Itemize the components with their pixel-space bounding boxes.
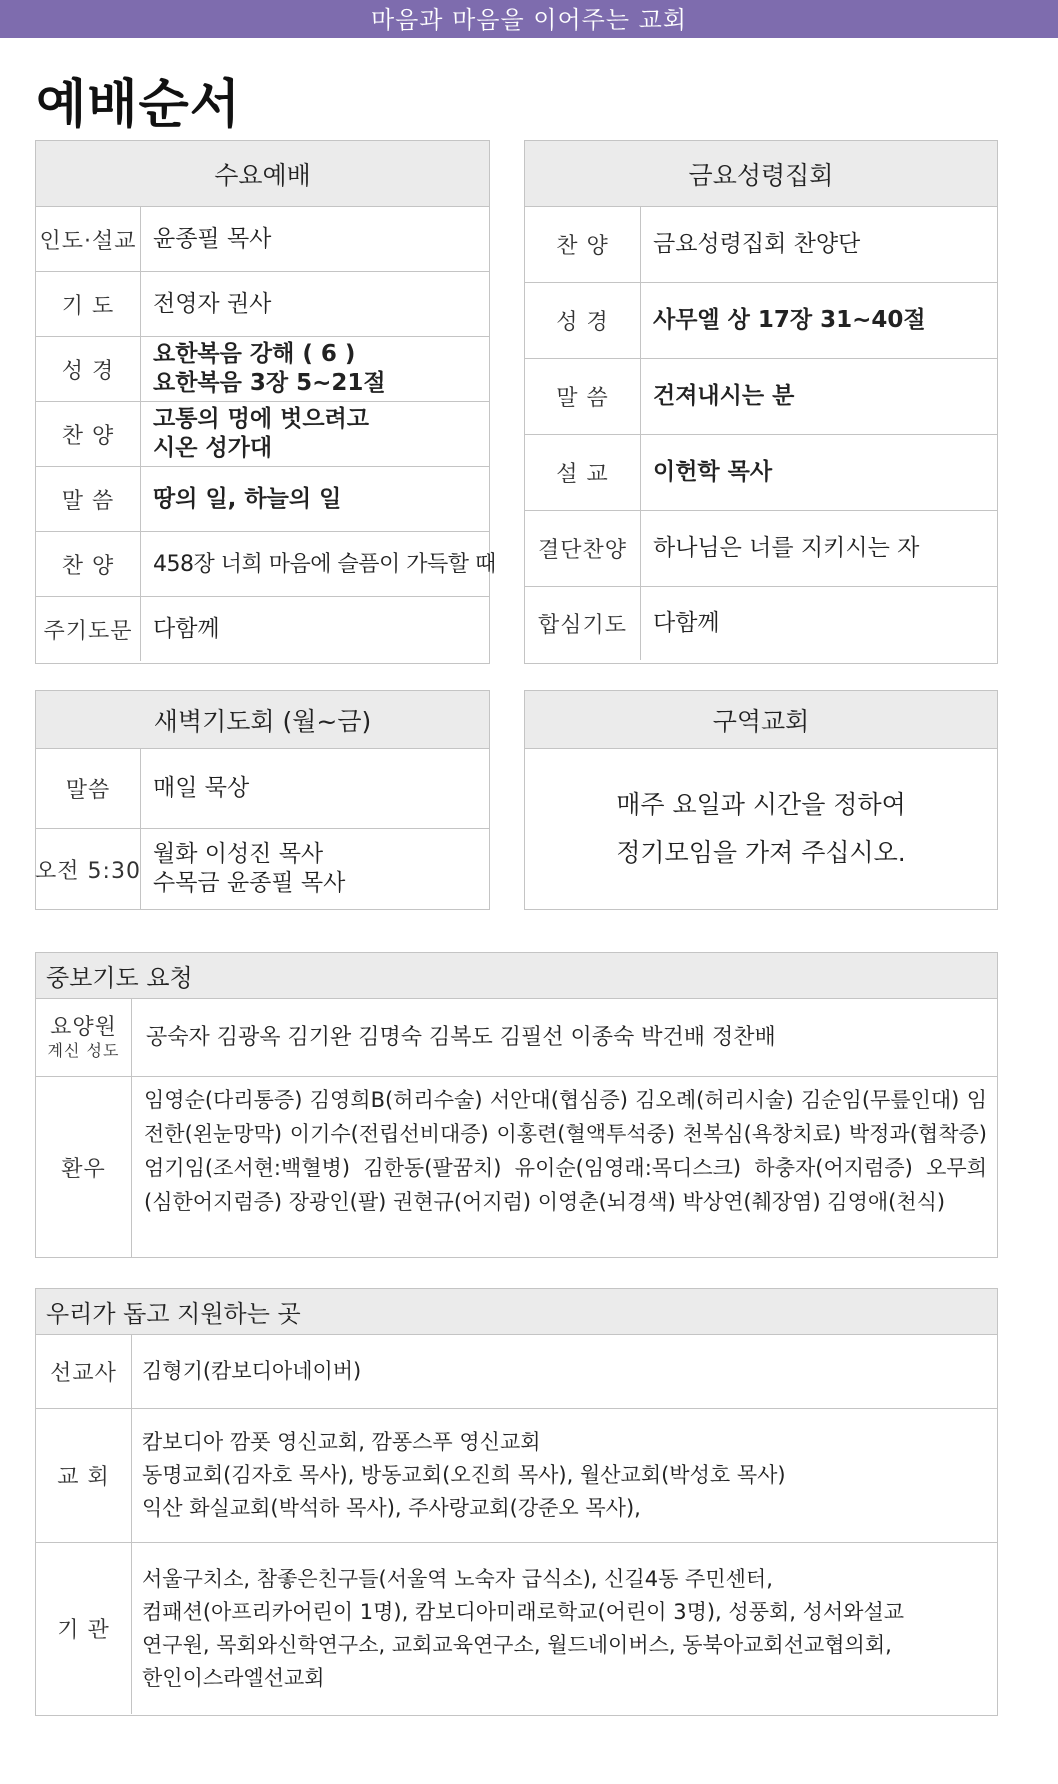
wednesday-row-line: 요한복음 강해 ( 6 ) — [153, 341, 356, 367]
friday-row-label: 찬 양 — [525, 207, 641, 282]
district-notice — [525, 749, 997, 909]
dawn-prayer-title: 새벽기도회 (월~금) — [36, 691, 489, 749]
wednesday-row-label: 말 씀 — [36, 467, 141, 531]
friday-row-label: 말 씀 — [525, 359, 641, 434]
wednesday-row-value — [141, 532, 496, 596]
friday-row-label: 성 경 — [525, 283, 641, 358]
support-row-line: 익산 화실교회(박석하 목사), 주사랑교회(강준오 목사), — [142, 1496, 641, 1520]
dawn-row-line: 월화 이성진 목사 — [153, 841, 324, 867]
support-row-label: 선교사 — [36, 1335, 132, 1408]
support-box — [35, 1288, 998, 1716]
friday-row-value — [641, 587, 720, 660]
support-row — [36, 1543, 997, 1714]
friday-row-value — [641, 359, 794, 434]
wednesday-row-label: 인도·설교 — [36, 207, 141, 271]
wednesday-row-line: 458장 너희 마음에 슬픔이 가득할 때 — [153, 551, 496, 577]
wednesday-row-value — [141, 337, 386, 401]
wednesday-row — [36, 597, 489, 661]
wednesday-row-line: 시온 성가대 — [153, 435, 273, 461]
wednesday-row — [36, 337, 489, 402]
district-notice-line: 매주 요일과 시간을 정하여 — [616, 790, 906, 819]
wednesday-row-label: 주기도문 — [36, 597, 141, 661]
support-row — [36, 1409, 997, 1543]
dawn-prayer-box — [35, 690, 490, 910]
friday-row-label: 설 교 — [525, 435, 641, 510]
wednesday-row-line: 다함께 — [153, 615, 220, 642]
friday-row-line: 이헌학 목사 — [653, 459, 773, 485]
prayer-label-main: 요양원 — [50, 1014, 117, 1040]
wednesday-row — [36, 402, 489, 467]
support-row-value — [132, 1409, 786, 1542]
prayer-row-nursing — [36, 999, 997, 1077]
wednesday-row-line: 땅의 일, 하늘의 일 — [153, 485, 342, 512]
prayer-label-patients: 환우 — [36, 1077, 132, 1257]
dawn-row-value — [141, 749, 249, 828]
wednesday-rows — [36, 207, 496, 661]
support-row-line: 서울구치소, 참좋은친구들(서울역 노숙자 급식소), 신길4동 주민센터, — [142, 1566, 773, 1591]
dawn-row-label: 말씀 — [36, 749, 141, 828]
wednesday-row-value — [141, 207, 271, 271]
page-title: 예배순서 — [36, 74, 241, 135]
friday-row-label: 결단찬양 — [525, 511, 641, 586]
wednesday-row-line: 전영자 권사 — [153, 290, 272, 317]
district-church-title: 구역교회 — [525, 691, 997, 749]
friday-row — [525, 283, 997, 359]
friday-row-line: 건져내시는 분 — [653, 383, 795, 409]
friday-row — [525, 207, 997, 283]
support-row-line: 김형기(캄보디아네이버) — [142, 1359, 362, 1383]
church-banner: 마음과 마음을 이어주는 교회 — [0, 0, 1058, 38]
wednesday-row-value — [141, 467, 341, 531]
support-row-line: 컴패션(아프리카어린이 1명), 캄보디아미래로학교(어린이 3명), 성풍회, 성서와설교 — [142, 1599, 905, 1624]
wednesday-row-label: 성 경 — [36, 337, 141, 401]
dawn-row — [36, 829, 489, 909]
prayer-request-title: 중보기도 요청 — [36, 953, 997, 999]
wednesday-row-label: 찬 양 — [36, 402, 141, 466]
prayer-nursing-names: 공숙자 김광옥 김기완 김명숙 김복도 김필선 이종숙 박건배 정찬배 — [146, 1025, 776, 1050]
district-church-box — [524, 690, 998, 910]
friday-service-box — [524, 140, 998, 664]
prayer-request-box — [35, 952, 998, 1258]
wednesday-row-value — [141, 272, 271, 336]
wednesday-row-value — [141, 402, 369, 466]
wednesday-service-title: 수요예배 — [36, 141, 489, 207]
wednesday-row-line: 요한복음 3장 5~21절 — [153, 370, 386, 396]
friday-row-value — [641, 283, 926, 358]
support-row-line: 동명교회(김자호 목사), 방동교회(오진희 목사), 월산교회(박성호 목사) — [142, 1463, 786, 1487]
wednesday-row — [36, 467, 489, 532]
dawn-row-line: 수목금 윤종필 목사 — [153, 870, 346, 896]
friday-row-line: 금요성령집회 찬양단 — [653, 231, 861, 257]
support-row-label: 기 관 — [36, 1543, 132, 1714]
friday-row — [525, 435, 997, 511]
friday-row-value — [641, 207, 860, 282]
friday-row-value — [641, 435, 772, 510]
friday-rows — [525, 207, 997, 660]
dawn-row — [36, 749, 489, 829]
wednesday-row — [36, 532, 496, 597]
support-row-value — [132, 1335, 361, 1408]
dawn-row-line: 매일 묵상 — [153, 775, 250, 801]
wednesday-row-label: 기 도 — [36, 272, 141, 336]
friday-row-line: 사무엘 상 17장 31~40절 — [653, 307, 926, 333]
dawn-row-label: 오전 5:30 — [36, 829, 141, 909]
support-row — [36, 1335, 997, 1409]
wednesday-service-box — [35, 140, 496, 664]
prayer-label-sub: 계신 성도 — [47, 1040, 120, 1060]
friday-row — [525, 587, 997, 660]
friday-row-line: 다함께 — [653, 610, 720, 636]
friday-row-value — [641, 511, 919, 586]
friday-row-label: 합심기도 — [525, 587, 641, 660]
wednesday-row-label: 찬 양 — [36, 532, 141, 596]
dawn-rows — [36, 749, 489, 909]
support-row-label: 교 회 — [36, 1409, 132, 1542]
support-row-line: 연구원, 목회와신학연구소, 교회교육연구소, 월드네이버스, 동북아교회선교협의회, — [142, 1632, 892, 1657]
prayer-row-patients — [36, 1077, 997, 1257]
support-row-value — [132, 1543, 904, 1714]
support-row-line: 캄보디아 깜폿 영신교회, 깜퐁스푸 영신교회 — [142, 1430, 541, 1454]
district-notice-line: 정기모임을 가져 주십시오. — [616, 838, 906, 867]
support-title: 우리가 돕고 지원하는 곳 — [36, 1289, 997, 1335]
prayer-patients-list: 임영순(다리통증) 김영희B(허리수술) 서안대(협심증) 김오례(허리시술) 김순임(무릎인대) 임전한(왼눈망막) 이기수(전립선비대증) 이홍련(혈액투석중) 천복심(욕창치료) 박정과(협착증) 엄기임(조서현:백혈병) 김한동(팔꿈치) 유이순(임영래:목디스크) 하충자(어지럼증) 오무희(심한어지럼증) 장광인(팔) 권현규(어지럼) 이영춘(뇌경색) 박상연(췌장염) 김영애(천식) — [144, 1088, 987, 1214]
support-rows — [36, 1335, 997, 1714]
wednesday-row-value — [141, 597, 220, 661]
wednesday-row — [36, 207, 489, 272]
wednesday-row — [36, 272, 489, 337]
friday-row — [525, 511, 997, 587]
friday-row-line: 하나님은 너를 지키시는 자 — [653, 535, 920, 561]
wednesday-row-line: 고통의 멍에 벗으려고 — [153, 406, 369, 432]
friday-row — [525, 359, 997, 435]
dawn-row-value — [141, 829, 345, 909]
support-row-line: 한인이스라엘선교회 — [142, 1665, 325, 1690]
wednesday-row-line: 윤종필 목사 — [153, 225, 272, 252]
friday-service-title: 금요성령집회 — [525, 141, 997, 207]
prayer-label-nursing — [36, 999, 132, 1076]
